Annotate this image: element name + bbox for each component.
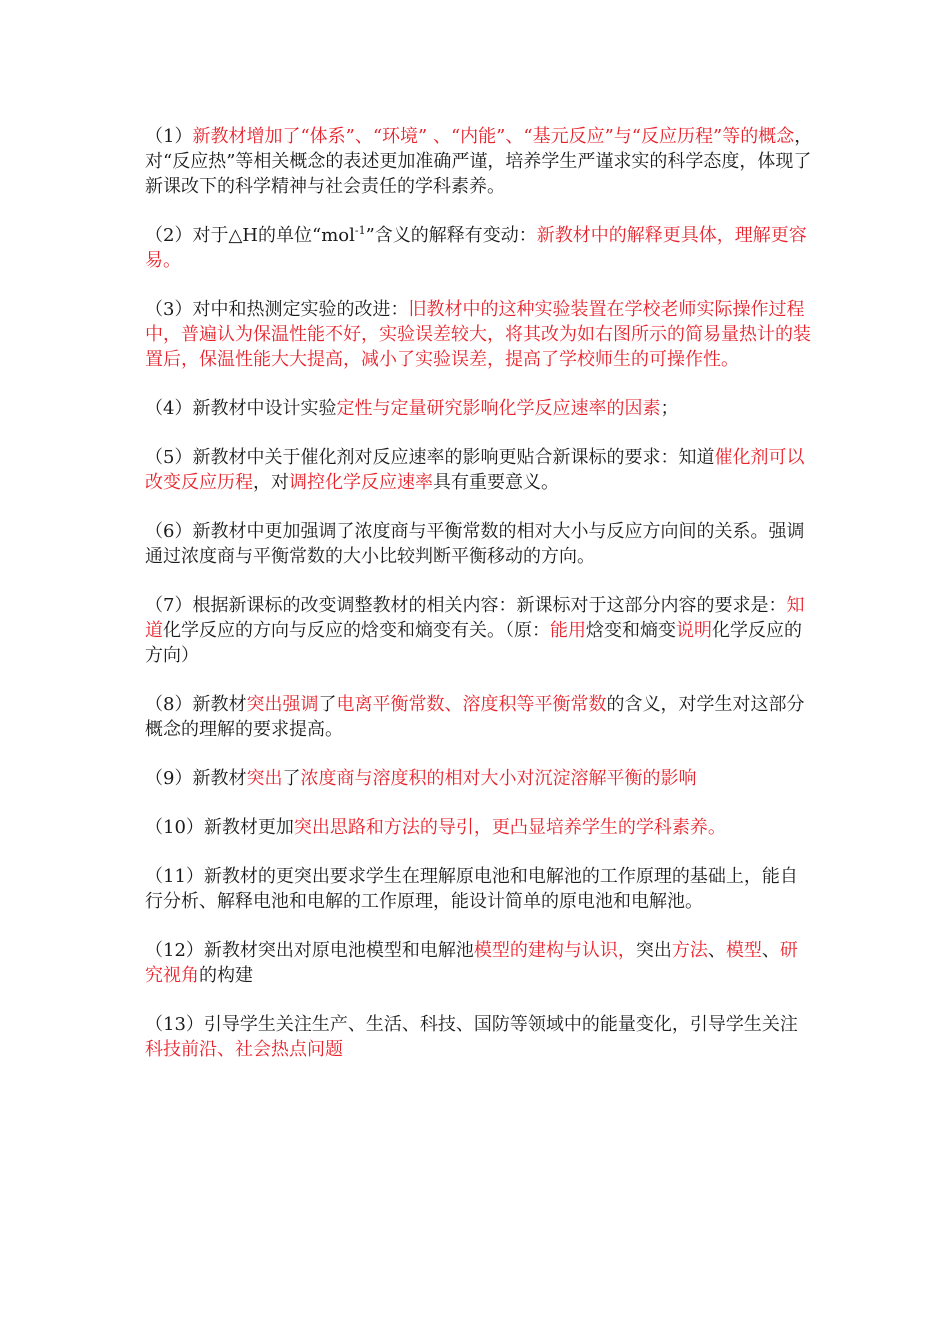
text-segment: （7）根据新课标的改变调整教材的相关内容：新课标对于这部分内容的要求是： (145, 595, 787, 616)
paragraph-2 (145, 223, 815, 273)
text-segment: （12）新教材突出对原电池模型和电解池 (145, 940, 474, 961)
text-segment: 化学反应的方向与反应的焓变和熵变有关。（原： (163, 620, 550, 641)
text-segment-highlight: 知道 (145, 595, 805, 641)
text-segment-highlight: 调控化学反应速率 (289, 472, 433, 493)
text-segment: 化学反应的方向） (145, 620, 802, 666)
text-segment-highlight: 旧教材中的这种实验装置在学校老师实际操作过程中，普遍认为保温性能不好，实验误差较大，将其改为如右图所示的简易量热计的装置后，保温性能大大提高，减小了实验误差，提高了学校师生的可操作性。 (145, 299, 811, 370)
paragraph-7 (145, 593, 815, 668)
text-segment: 突出 (635, 940, 672, 961)
text-segment-highlight: 方法 (671, 940, 708, 961)
text-segment-highlight: 催化剂可以改变反应历程 (145, 447, 805, 493)
superscript: -1 (354, 224, 366, 237)
text-segment: 、 (707, 940, 726, 961)
text-segment-highlight: 突出强调 (246, 694, 319, 715)
paragraph-5 (145, 445, 815, 495)
paragraph-11 (145, 864, 815, 914)
text-segment: 、 (761, 940, 780, 961)
text-segment-highlight: 说明 (676, 620, 712, 641)
text-segment: 了 (282, 768, 301, 789)
text-segment-highlight: 研究视角 (145, 940, 798, 986)
text-segment: ，对 (253, 472, 289, 493)
paragraph-1 (145, 124, 815, 199)
text-segment: （8）新教材 (145, 694, 247, 715)
paragraph-8 (145, 692, 815, 742)
text-segment: ，对“反应热”等相关概念的表述更加准确严谨，培养学生严谨求实的科学态度，体现了新课改下的科学精神与社会责任的学科素养。 (145, 126, 813, 197)
text-segment: ； (660, 398, 679, 419)
paragraph-9 (145, 766, 815, 791)
paragraph-12 (145, 938, 815, 988)
text-segment-highlight: 新教材中的解释更具体，理解更容易。 (145, 225, 807, 271)
text-segment-highlight: 新教材增加了“体系”、“环境” 、“内能”、“基元反应”与“反应历程”等的概念 (192, 126, 795, 147)
paragraph-4 (145, 396, 815, 421)
text-segment-highlight: 突出 (246, 768, 283, 789)
text-segment-highlight: 科技前沿、社会热点问题 (145, 1039, 343, 1060)
text-segment: 的含义，对学生对这部分概念的理解的要求提高。 (145, 694, 805, 740)
text-segment-highlight: 浓度商与溶度积的相对大小对沉淀溶解平衡的影响 (300, 768, 697, 789)
text-segment: （11）新教材的更突出要求学生在理解原电池和电解池的工作原理的基础上，能自行分析、解释电池和电解的工作原理，能设计简单的原电池和电解池。 (145, 866, 798, 912)
text-segment-highlight: 突出思路和方法的导引，更凸显培养学生的学科素养。 (293, 817, 726, 838)
text-segment: ”含义的解释有变动： (365, 225, 537, 246)
paragraph-3 (145, 297, 815, 372)
text-segment-highlight: 电离平衡常数、溶度积等平衡常数 (336, 694, 607, 715)
paragraph-6 (145, 519, 815, 569)
text-segment-highlight: 定性与定量研究影响化学反应速率的因素 (336, 398, 661, 419)
text-segment: （9）新教材 (145, 768, 247, 789)
paragraph-13 (145, 1012, 815, 1062)
text-segment: （2）对于△H的单位“mol (145, 225, 355, 246)
document-body (145, 124, 815, 1086)
text-segment: （10）新教材更加 (145, 817, 294, 838)
text-segment: 的构建 (199, 965, 253, 986)
text-segment: 焓变和熵变 (586, 620, 676, 641)
text-segment-highlight: 能用 (550, 620, 586, 641)
text-segment: （3）对中和热测定实验的改进： (145, 299, 409, 320)
text-segment: （13）引导学生关注生产、生活、科技、国防等领域中的能量变化，引导学生关注 (145, 1014, 798, 1035)
text-segment: （4）新教材中设计实验 (145, 398, 337, 419)
text-segment: （5）新教材中关于催化剂对反应速率的影响更贴合新课标的要求：知道 (145, 447, 715, 468)
text-segment: （1） (145, 126, 193, 147)
text-segment-highlight: 模型的建构与认识， (473, 940, 636, 961)
text-segment: 了 (318, 694, 337, 715)
text-segment: 具有重要意义。 (433, 472, 559, 493)
text-segment: （6）新教材中更加强调了浓度商与平衡常数的相对大小与反应方向间的关系。强调通过浓度商与平衡常数的大小比较判断平衡移动的方向。 (145, 521, 805, 567)
paragraph-10 (145, 815, 815, 840)
text-segment-highlight: 模型 (725, 940, 762, 961)
